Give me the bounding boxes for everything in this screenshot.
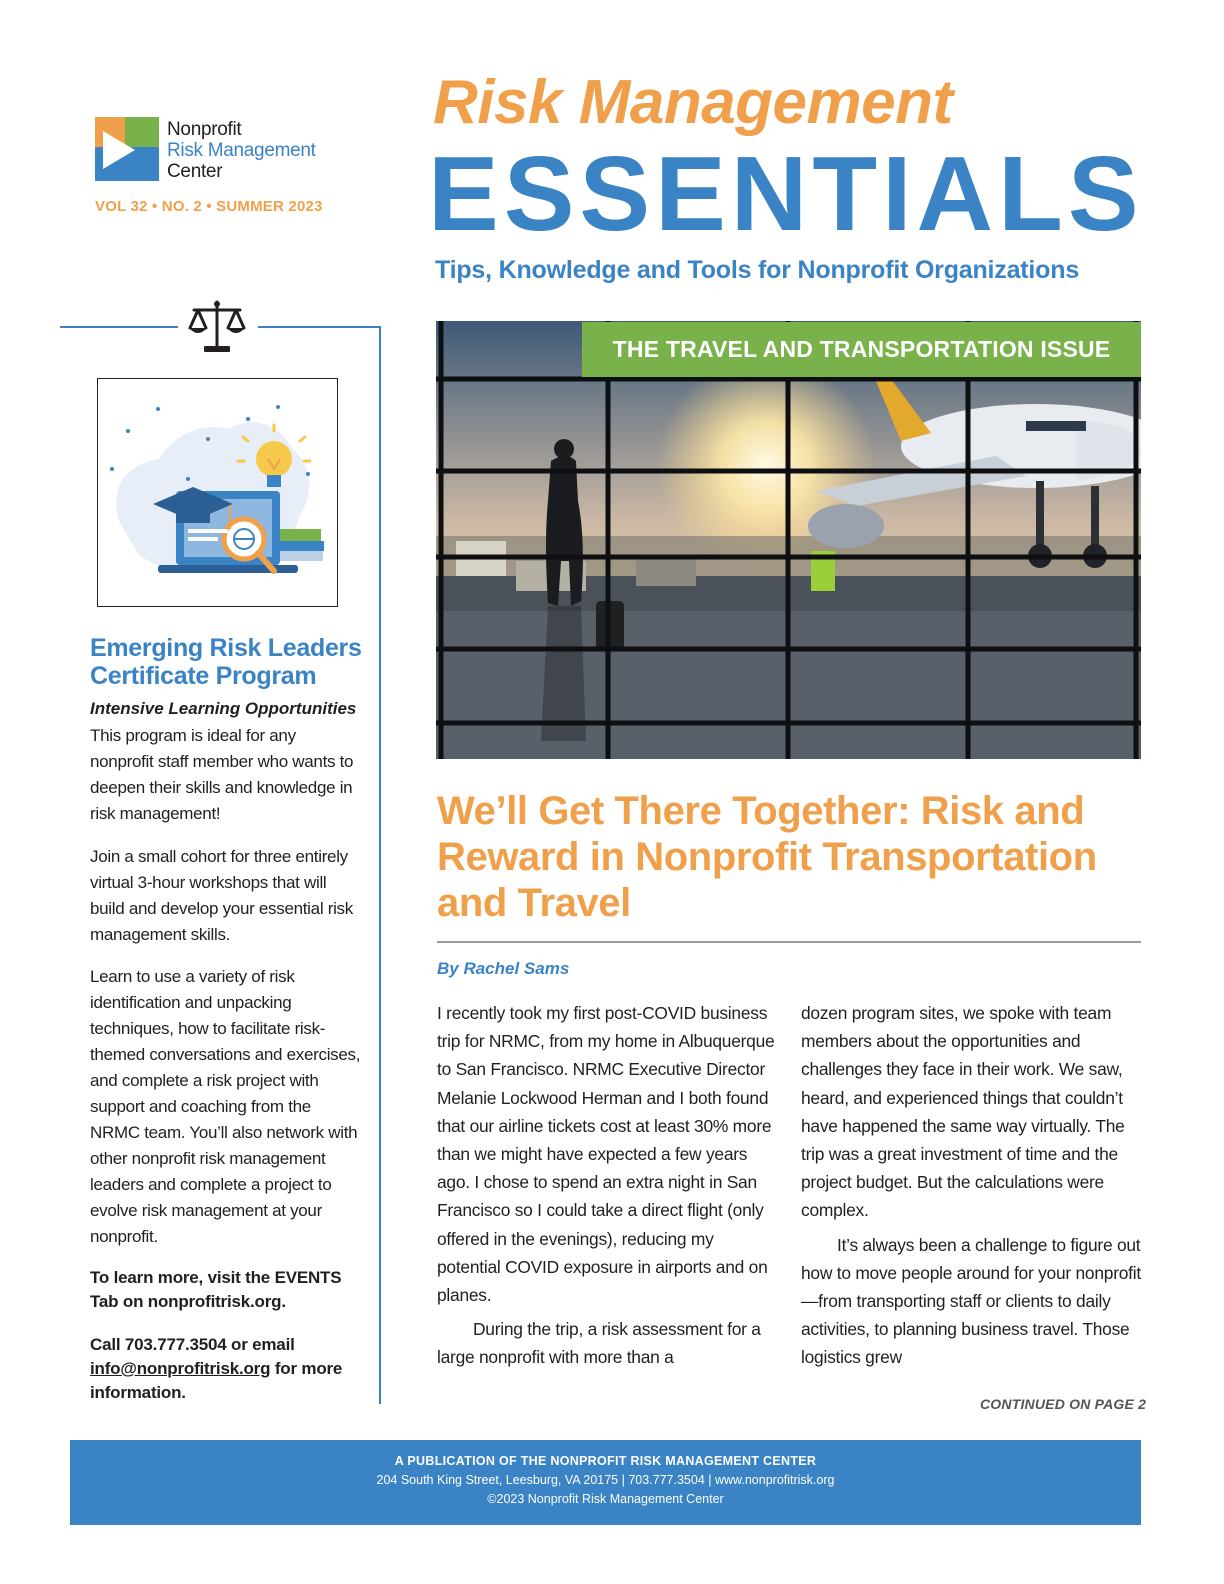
sidebar-title: Emerging Risk Leaders Certificate Program (90, 634, 362, 690)
sidebar-subtitle: Intensive Learning Opportunities (90, 699, 357, 718)
hero-image-airport (436, 321, 1141, 759)
logo-text-nonprofit: Nonprofit (167, 119, 242, 140)
sidebar-paragraph-2: Join a small cohort for three entirely virtual 3-hour workshops that will build and develop your essential risk management skills. (90, 847, 353, 944)
sidebar-rule-left (60, 326, 178, 328)
logo-mark-icon (95, 117, 159, 181)
masthead-tagline: Tips, Knowledge and Tools for Nonprofit Organizations (435, 256, 1080, 284)
footer-publication-line: A PUBLICATION OF THE NONPROFIT RISK MANAGEMENT CENTER (394, 1454, 817, 1468)
article-paragraph-2: During the trip, a risk assessment for a large nonprofit with more than a (437, 1319, 761, 1368)
article-column-1 (437, 999, 777, 1372)
sidebar-call-text: Call 703.777.3504 or email (90, 1335, 295, 1354)
article-byline: By Rachel Sams (437, 959, 570, 978)
scales-of-justice-icon (186, 298, 248, 358)
article-paragraph-1: I recently took my first post-COVID business trip for NRMC, from my home in Albuquerque to San Francisco. NRMC Executive Director Melanie Lockwood Herman and I both found that our airline tickets cost at least 30% more than we might have expected a few years ago. I chose to spend an extra night in San Francisco so I could take a direct flight (only offered in the evenings), reducing my potential COVID exposure in airports and on planes. (437, 1003, 775, 1306)
learning-illustration (97, 378, 338, 607)
sidebar-call-suffix: for more information. (90, 1359, 343, 1402)
logo-text-risk-management: Risk Management (167, 140, 316, 161)
sidebar-paragraph-1: This program is ideal for any nonprofit staff member who wants to deepen their skills and knowledge in risk management! (90, 726, 354, 823)
sidebar-rule-right (258, 326, 380, 328)
article-headline: We’ll Get There Together: Risk and Reward in Nonprofit Transportation and Travel (437, 789, 1097, 925)
laptop-graduation-icon (98, 379, 337, 606)
footer-bar (70, 1440, 1141, 1525)
sidebar-email-link[interactable]: info@nonprofitrisk.org (90, 1359, 271, 1378)
masthead-title-risk-management: Risk Management (433, 68, 953, 137)
issue-banner: THE TRAVEL AND TRANSPORTATION ISSUE (582, 322, 1141, 377)
sidebar-learn-more: To learn more, visit the EVENTS Tab on nonprofitrisk.org. (90, 1268, 342, 1311)
sidebar-contact (90, 1333, 362, 1405)
masthead-title-essentials: ESSENTIALS (428, 135, 1144, 253)
nrmc-logo (95, 117, 355, 187)
footer-copyright-line: ©2023 Nonprofit Risk Management Center (487, 1492, 724, 1506)
logo-text-center: Center (167, 161, 223, 182)
airport-window-scene-icon (436, 321, 1141, 759)
footer-address-line: 204 South King Street, Leesburg, VA 20175 | 703.777.3504 | www.nonprofitrisk.org (376, 1473, 835, 1487)
article-paragraph-4: It’s always been a challenge to figure out how to move people around for your nonprofit—from transporting staff or clients to daily activities, to planning business travel. Those logistics grew (801, 1234, 1141, 1368)
continued-on-page-link[interactable]: CONTINUED ON PAGE 2 (980, 1396, 1147, 1412)
article-divider (437, 941, 1141, 943)
issue-info: VOL 32 • NO. 2 • SUMMER 2023 (95, 198, 323, 215)
sidebar-rule-vertical (379, 326, 381, 1404)
sidebar-paragraph-3: Learn to use a variety of risk identification and unpacking techniques, how to facilitate risk-themed conversations and exercises, and complete a risk project with support and coaching from the NRMC team. You’ll also network with other nonprofit risk management leaders and complete a project to evolve risk management at your nonprofit. (90, 967, 361, 1246)
article-paragraph-3: dozen program sites, we spoke with team members about the opportunities and challenges they face in their work. We saw, heard, and experienced things that couldn’t have happened the same way virtually. The trip was a great investment of time and the project budget. But the calculations were complex. (801, 1003, 1125, 1221)
article-column-2 (801, 999, 1146, 1372)
